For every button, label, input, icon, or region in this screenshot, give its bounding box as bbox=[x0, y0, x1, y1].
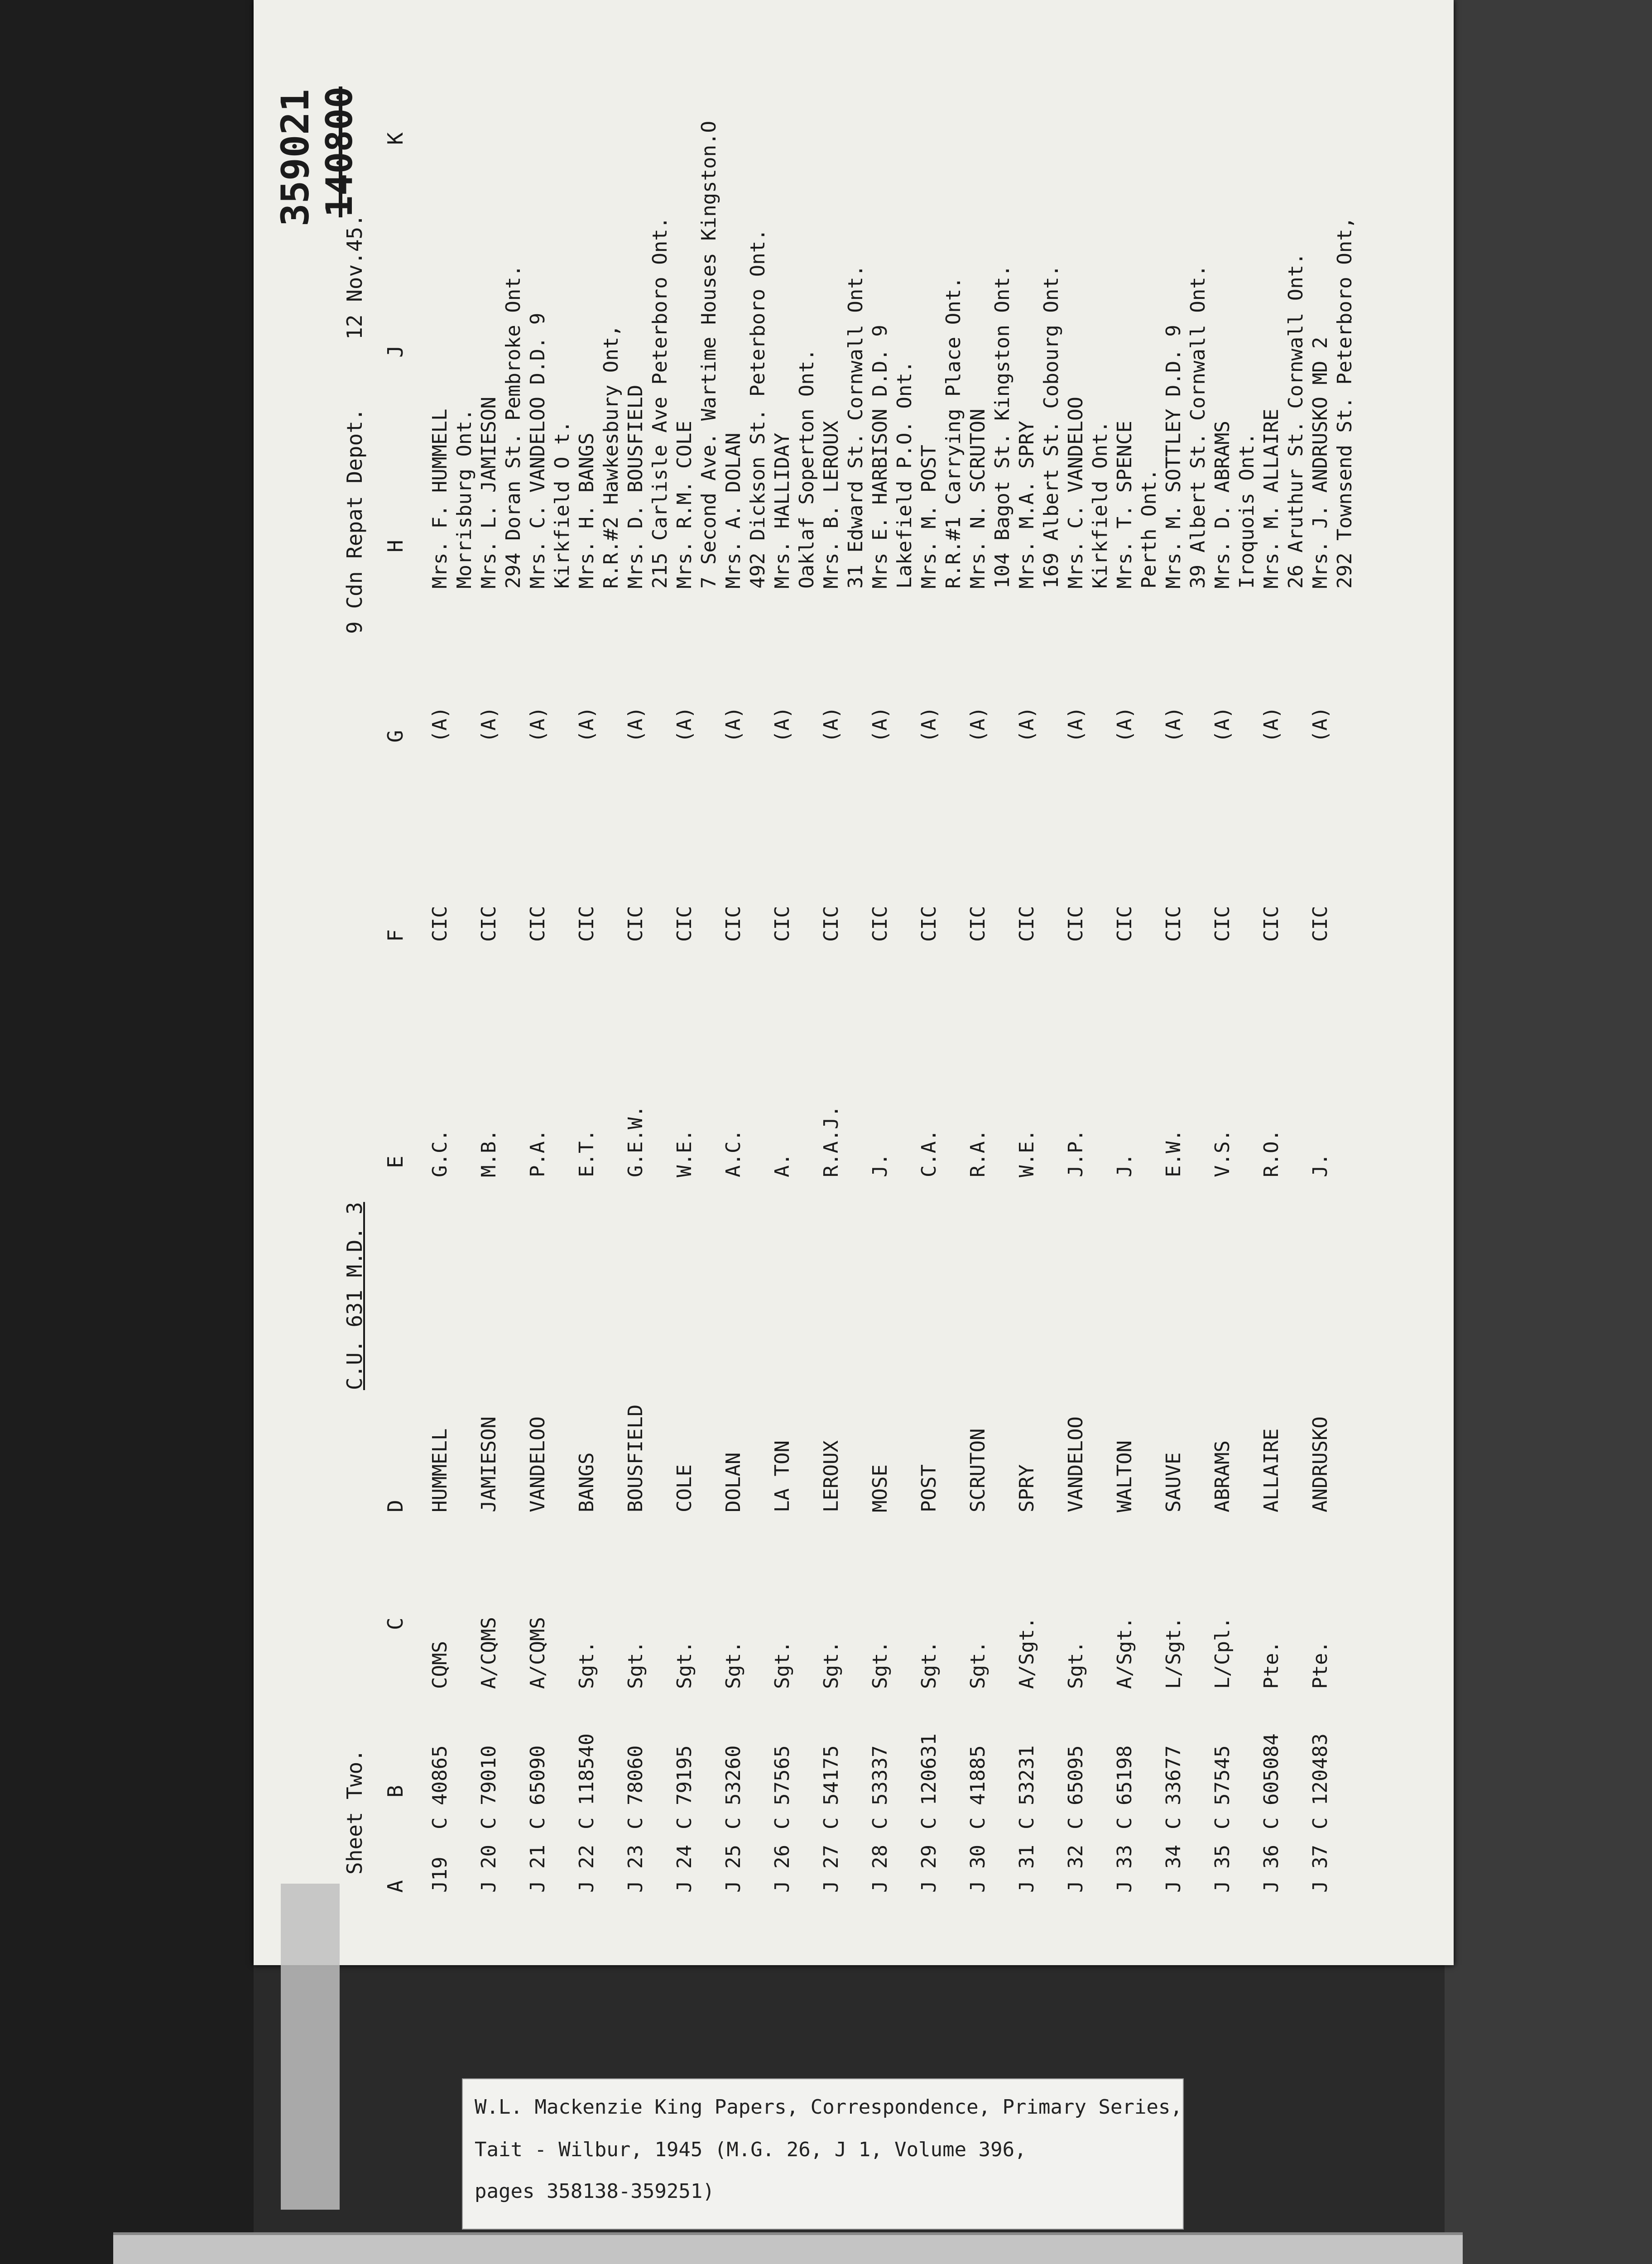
category-code: (A) bbox=[869, 706, 892, 743]
address: 492 Dickson St. Peterboro Ont. bbox=[746, 229, 769, 589]
address: 7 Second Ave. Wartime Houses Kingston.O bbox=[697, 120, 720, 589]
next-of-kin: Mrs. C. VANDELOO bbox=[1064, 397, 1087, 589]
initials: G.E.W. bbox=[624, 1105, 647, 1177]
column-header: E bbox=[383, 1156, 408, 1168]
category-code: (A) bbox=[722, 706, 745, 743]
row-id: J 22 bbox=[575, 1845, 598, 1893]
surname: POST bbox=[917, 1464, 941, 1512]
initials: P.A. bbox=[526, 1129, 549, 1177]
rank: Sgt. bbox=[869, 1641, 892, 1689]
status-code: CIC bbox=[722, 906, 745, 942]
address: 26 Aruthur St. Cornwall Ont. bbox=[1284, 253, 1307, 589]
initials: C.A. bbox=[917, 1129, 941, 1177]
category-code: (A) bbox=[575, 706, 598, 743]
unit-label: C.U. 631 M.D. 3 bbox=[342, 1202, 367, 1390]
address: 104 Bagot St. Kingston Ont. bbox=[991, 264, 1014, 589]
row-id: J 31 bbox=[1015, 1845, 1038, 1893]
date-label: 12 Nov.45. bbox=[342, 214, 367, 340]
column-header: J bbox=[383, 345, 408, 358]
service-number: C 57565 bbox=[771, 1745, 794, 1829]
category-code: (A) bbox=[1113, 706, 1136, 743]
archive-citation-card bbox=[462, 2078, 1184, 2230]
service-number: C 120483 bbox=[1309, 1733, 1332, 1829]
surname: SCRUTON bbox=[966, 1428, 989, 1512]
depot-label: 9 Cdn Repat Depot. bbox=[342, 408, 367, 634]
next-of-kin: Mrs. J. ANDRUSKO MD 2 bbox=[1309, 336, 1332, 589]
rank: L/Sgt. bbox=[1162, 1617, 1185, 1689]
initials: G.C. bbox=[428, 1129, 451, 1177]
category-code: (A) bbox=[477, 706, 500, 743]
row-id: J 26 bbox=[771, 1845, 794, 1893]
surname: LA TON bbox=[771, 1440, 794, 1512]
column-header: A bbox=[383, 1880, 408, 1893]
initials: E.T. bbox=[575, 1129, 598, 1177]
status-code: CIC bbox=[1162, 906, 1185, 942]
status-code: CIC bbox=[526, 906, 549, 942]
initials: R.O. bbox=[1260, 1129, 1283, 1177]
address: Kirkfield Ont. bbox=[1089, 421, 1112, 589]
surname: LEROUX bbox=[820, 1440, 843, 1512]
next-of-kin: Mrs. M. SOTTLEY D.D. 9 bbox=[1162, 325, 1185, 589]
category-code: (A) bbox=[673, 706, 696, 743]
category-code: (A) bbox=[966, 706, 989, 743]
address: Iroquois Ont. bbox=[1235, 432, 1258, 589]
row-id: J 30 bbox=[966, 1845, 989, 1893]
rank: CQMS bbox=[428, 1641, 451, 1689]
surname: HUMMELL bbox=[428, 1428, 451, 1512]
status-code: CIC bbox=[624, 906, 647, 942]
rank: Sgt. bbox=[966, 1641, 989, 1689]
initials: J. bbox=[869, 1153, 892, 1177]
address: Kirkfield O t. bbox=[551, 421, 574, 589]
next-of-kin: Mrs. C. VANDELOO D.D. 9 bbox=[526, 312, 549, 589]
surname: SPRY bbox=[1015, 1464, 1038, 1512]
surname: BANGS bbox=[575, 1452, 598, 1512]
row-id: J 25 bbox=[722, 1845, 745, 1893]
rank: Sgt. bbox=[673, 1641, 696, 1689]
category-code: (A) bbox=[624, 706, 647, 743]
status-code: CIC bbox=[428, 906, 451, 942]
sheet-label: Sheet Two. bbox=[342, 1749, 367, 1875]
row-id: J 21 bbox=[526, 1845, 549, 1893]
next-of-kin: Mrs. H. BANGS bbox=[575, 432, 598, 589]
surname: ABRAMS bbox=[1211, 1440, 1234, 1512]
surname: WALTON bbox=[1113, 1440, 1136, 1512]
next-of-kin: Mrs. M.A. SPRY bbox=[1015, 421, 1038, 589]
address: 215 Carlisle Ave Peterboro Ont. bbox=[648, 216, 672, 589]
next-of-kin: Mrs. M. POST bbox=[917, 445, 941, 589]
row-id: J 29 bbox=[917, 1845, 941, 1893]
service-number: C 65090 bbox=[526, 1745, 549, 1829]
status-code: CIC bbox=[477, 906, 500, 942]
rank: Sgt. bbox=[820, 1641, 843, 1689]
initials: E.W. bbox=[1162, 1129, 1185, 1177]
category-code: (A) bbox=[1260, 706, 1283, 743]
surname: COLE bbox=[673, 1464, 696, 1512]
column-header: B bbox=[383, 1785, 408, 1798]
rank: L/Cpl. bbox=[1211, 1617, 1234, 1689]
citation-line-3: pages 358138-359251) bbox=[475, 2180, 715, 2203]
service-number: C 120631 bbox=[917, 1733, 941, 1829]
row-id: J 24 bbox=[673, 1845, 696, 1893]
archives-plate bbox=[113, 2232, 1463, 2264]
column-header: K bbox=[383, 132, 408, 145]
initials: J. bbox=[1113, 1153, 1136, 1177]
next-of-kin: Mrs. D. BOUSFIELD bbox=[624, 384, 647, 589]
service-number: C 79010 bbox=[477, 1745, 500, 1829]
rank: Pte. bbox=[1309, 1641, 1332, 1689]
category-code: (A) bbox=[771, 706, 794, 743]
service-number: C 118540 bbox=[575, 1733, 598, 1829]
surname: VANDELOO bbox=[1064, 1416, 1087, 1512]
status-code: CIC bbox=[917, 906, 941, 942]
address: 31 Edward St. Cornwall Ont. bbox=[844, 264, 867, 589]
status-code: CIC bbox=[966, 906, 989, 942]
next-of-kin: Mrs. M. ALLAIRE bbox=[1260, 408, 1283, 589]
initials: A.C. bbox=[722, 1129, 745, 1177]
row-id: J19 bbox=[428, 1856, 451, 1893]
address: 294 Doran St. Pembroke Ont. bbox=[502, 264, 525, 589]
surname: ALLAIRE bbox=[1260, 1428, 1283, 1512]
surname: SAUVE bbox=[1162, 1452, 1185, 1512]
service-number: C 53231 bbox=[1015, 1745, 1038, 1829]
rank: Sgt. bbox=[917, 1641, 941, 1689]
row-id: J 28 bbox=[869, 1845, 892, 1893]
column-header: F bbox=[383, 929, 408, 942]
row-id: J 23 bbox=[624, 1845, 647, 1893]
status-code: CIC bbox=[1015, 906, 1038, 942]
surname: BOUSFIELD bbox=[624, 1404, 647, 1512]
service-number: C 53260 bbox=[722, 1745, 745, 1829]
service-number: C 65095 bbox=[1064, 1745, 1087, 1829]
status-code: CIC bbox=[575, 906, 598, 942]
category-code: (A) bbox=[917, 706, 941, 743]
category-code: (A) bbox=[1015, 706, 1038, 743]
column-header: C bbox=[383, 1617, 408, 1630]
address: Perth Ont. bbox=[1138, 469, 1161, 589]
status-code: CIC bbox=[1309, 906, 1332, 942]
service-number: C 79195 bbox=[673, 1745, 696, 1829]
category-code: (A) bbox=[428, 706, 451, 743]
rank: Pte. bbox=[1260, 1641, 1283, 1689]
rank: Sgt. bbox=[722, 1641, 745, 1689]
rank: Sgt. bbox=[771, 1641, 794, 1689]
initials: V.S. bbox=[1211, 1129, 1234, 1177]
column-header: D bbox=[383, 1500, 408, 1512]
initials: R.A.J. bbox=[820, 1105, 843, 1177]
column-header: G bbox=[383, 730, 408, 743]
reference-number-struck: 140800 bbox=[318, 86, 360, 217]
row-id: J 37 bbox=[1309, 1845, 1332, 1893]
address: 39 Albert St. Cornwall Ont. bbox=[1186, 264, 1210, 589]
service-number: C 41885 bbox=[966, 1745, 989, 1829]
status-code: CIC bbox=[1113, 906, 1136, 942]
category-code: (A) bbox=[1064, 706, 1087, 743]
category-code: (A) bbox=[820, 706, 843, 743]
next-of-kin: Mrs. L. JAMIESON bbox=[477, 397, 500, 589]
row-id: J 33 bbox=[1113, 1845, 1136, 1893]
rank: A/Sgt. bbox=[1015, 1617, 1038, 1689]
rotated-typed-list bbox=[273, 68, 1381, 1902]
service-number: C 33677 bbox=[1162, 1745, 1185, 1829]
next-of-kin: Mrs. A. DOLAN bbox=[722, 432, 745, 589]
status-code: CIC bbox=[820, 906, 843, 942]
rank: A/CQMS bbox=[477, 1617, 500, 1689]
column-header: H bbox=[383, 540, 408, 552]
address: 169 Albert St. Cobourg Ont. bbox=[1040, 264, 1063, 589]
row-id: J 36 bbox=[1260, 1845, 1283, 1893]
next-of-kin: Mrs. R.M. COLE bbox=[673, 421, 696, 589]
dark-backdrop-right bbox=[1445, 0, 1652, 2264]
surname: VANDELOO bbox=[526, 1416, 549, 1512]
category-code: (A) bbox=[1162, 706, 1185, 743]
initials: M.B. bbox=[477, 1129, 500, 1177]
next-of-kin: Mrs E. HARBISON D.D. 9 bbox=[869, 325, 892, 589]
initials: A. bbox=[771, 1153, 794, 1177]
status-code: CIC bbox=[1211, 906, 1234, 942]
address: R.R.#2 Hawkesbury Ont, bbox=[600, 325, 623, 589]
service-number: C 78060 bbox=[624, 1745, 647, 1829]
surname: ANDRUSKO bbox=[1309, 1416, 1332, 1512]
service-number: C 54175 bbox=[820, 1745, 843, 1829]
next-of-kin: Mrs. F. HUMMELL bbox=[428, 408, 451, 589]
category-code: (A) bbox=[1309, 706, 1332, 743]
next-of-kin: Mrs. HALLIDAY bbox=[771, 432, 794, 589]
initials: W.E. bbox=[1015, 1129, 1038, 1177]
next-of-kin: Mrs. D. ABRAMS bbox=[1211, 421, 1234, 589]
rank: Sgt. bbox=[1064, 1641, 1087, 1689]
rank: A/Sgt. bbox=[1113, 1617, 1136, 1689]
surname: MOSE bbox=[869, 1464, 892, 1512]
next-of-kin: Mrs. N. SCRUTON bbox=[966, 408, 989, 589]
reference-number: 359021 bbox=[273, 89, 317, 226]
initials: W.E. bbox=[673, 1129, 696, 1177]
service-number: C 40865 bbox=[428, 1745, 451, 1829]
status-code: CIC bbox=[1064, 906, 1087, 942]
next-of-kin: Mrs. T. SPENCE bbox=[1113, 421, 1136, 589]
status-code: CIC bbox=[869, 906, 892, 942]
initials: J.P. bbox=[1064, 1129, 1087, 1177]
initials: R.A. bbox=[966, 1129, 989, 1177]
category-code: (A) bbox=[1211, 706, 1234, 743]
address: Morrisburg Ont. bbox=[453, 408, 476, 589]
rank: Sgt. bbox=[575, 1641, 598, 1689]
status-code: CIC bbox=[673, 906, 696, 942]
address: 292 Townsend St. Peterboro Ont, bbox=[1333, 216, 1356, 589]
row-id: J 27 bbox=[820, 1845, 843, 1893]
row-id: J 20 bbox=[477, 1845, 500, 1893]
next-of-kin: Mrs. B. LEROUX bbox=[820, 421, 843, 589]
citation-line-1: W.L. Mackenzie King Papers, Correspondence, Primary Series, bbox=[475, 2096, 1182, 2119]
address: R.R.#1 Carrying Place Ont. bbox=[942, 277, 965, 589]
address: Lakefield P.O. Ont. bbox=[893, 360, 916, 589]
rank: A/CQMS bbox=[526, 1617, 549, 1689]
service-number: C 57545 bbox=[1211, 1745, 1234, 1829]
service-number: C 605084 bbox=[1260, 1733, 1283, 1829]
row-id: J 35 bbox=[1211, 1845, 1234, 1893]
surname: JAMIESON bbox=[477, 1416, 500, 1512]
dark-backdrop-left bbox=[0, 0, 254, 2264]
status-code: CIC bbox=[771, 906, 794, 942]
service-number: C 65198 bbox=[1113, 1745, 1136, 1829]
status-code: CIC bbox=[1260, 906, 1283, 942]
tape-strip bbox=[281, 1884, 340, 2210]
category-code: (A) bbox=[526, 706, 549, 743]
row-id: J 34 bbox=[1162, 1845, 1185, 1893]
address: Oaklaf Soperton Ont. bbox=[795, 349, 818, 589]
rank: Sgt. bbox=[624, 1641, 647, 1689]
citation-line-2: Tait - Wilbur, 1945 (M.G. 26, J 1, Volume 396, bbox=[475, 2138, 1027, 2161]
row-id: J 32 bbox=[1064, 1845, 1087, 1893]
surname: DOLAN bbox=[722, 1452, 745, 1512]
service-number: C 53337 bbox=[869, 1745, 892, 1829]
initials: J. bbox=[1309, 1153, 1332, 1177]
